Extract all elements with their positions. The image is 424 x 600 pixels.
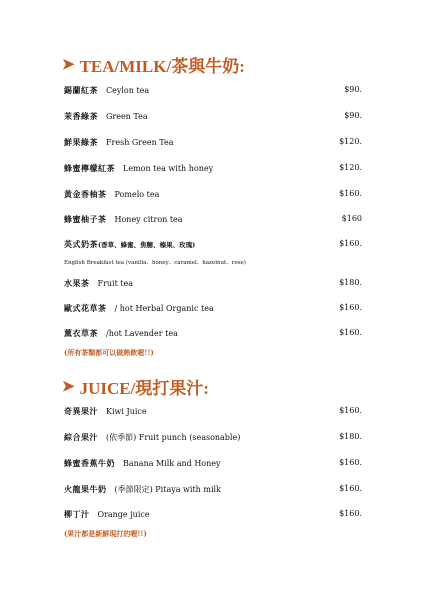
- item-price: $160.: [339, 484, 362, 493]
- item-name-zh: 柳丁汁: [64, 509, 90, 519]
- item-name-en: Banana Milk and Honey: [123, 459, 221, 468]
- menu-item-fresh-green-tea: [64, 134, 362, 150]
- item-name-zh: 蜂蜜柚子茶: [64, 214, 107, 224]
- item-name-en: (季節限定) Pitaya with milk: [114, 485, 221, 494]
- arrow-right-icon: ➤: [62, 379, 75, 395]
- item-price: $90.: [344, 85, 362, 94]
- item-price: $160.: [339, 458, 362, 467]
- item-price: $120.: [339, 163, 362, 172]
- tea-footnote: (所有茶類都可以做熱飲喔!!): [64, 348, 154, 357]
- menu-item-lavender-tea: [64, 325, 362, 341]
- section-title-tea-milk: [62, 52, 245, 77]
- item-name-en: (依季節) Fruit punch (seasonable): [106, 433, 241, 442]
- menu-item-lemon-honey-tea: [64, 160, 362, 176]
- menu-item-honey-citron-tea: [64, 211, 362, 227]
- menu-item-herbal-tea: [64, 300, 362, 316]
- item-name-en: Pomelo tea: [114, 190, 160, 199]
- arrow-right-icon: ➤: [62, 57, 75, 73]
- item-name-zh: 蜂蜜香蕉牛奶: [64, 458, 115, 468]
- item-name-zh: 薰衣草茶: [64, 328, 98, 338]
- section-title-text: TEA/MILK/茶與牛奶:: [79, 57, 245, 76]
- item-name-en: Fresh Green Tea: [106, 138, 174, 147]
- item-name-en: Ceylon tea: [106, 86, 150, 95]
- item-name-en: Orange juice: [97, 510, 150, 519]
- item-name-en: Kiwi Juice: [106, 407, 147, 416]
- menu-item-fruit-tea: [64, 275, 362, 291]
- item-price: $90.: [344, 111, 362, 120]
- menu-item-ceylon-tea: [64, 82, 362, 98]
- item-name-zh: 錫蘭紅茶: [64, 85, 98, 95]
- item-name-en: Green Tea: [106, 112, 148, 121]
- menu-item-fruit-punch: [64, 429, 362, 445]
- item-name-zh: 黃金香柚茶: [64, 189, 107, 199]
- item-price: $160.: [339, 509, 362, 518]
- item-name-en: / hot Herbal Organic tea: [114, 304, 214, 313]
- item-price: $180.: [339, 432, 362, 441]
- menu-item-kiwi-juice: [64, 403, 362, 419]
- item-price: $160.: [339, 189, 362, 198]
- item-price: $160.: [339, 406, 362, 415]
- item-name-zh: 鮮果綠茶: [64, 137, 98, 147]
- menu-item-pomelo-tea: [64, 186, 362, 202]
- item-name-en: Honey citron tea: [114, 215, 183, 224]
- item-name-zh: 英式奶茶: [64, 239, 98, 249]
- juice-footnote: (果汁都是新鮮現打的喔!!): [64, 529, 147, 538]
- item-price: $160.: [339, 303, 362, 312]
- item-name-zh: 奇異果汁: [64, 406, 98, 416]
- item-name-zh: 綜合果汁: [64, 432, 98, 442]
- item-name-zh: 蜂蜜檸檬紅茶: [64, 163, 115, 173]
- item-price: $160: [341, 214, 362, 223]
- item-name-zh: 茉香綠茶: [64, 111, 98, 121]
- item-name-en: /hot Lavender tea: [106, 329, 178, 338]
- item-name-zh: 歐式花草茶: [64, 303, 107, 313]
- menu-item-green-tea: [64, 108, 362, 124]
- item-price: $120.: [339, 137, 362, 146]
- item-name-zh: 火龍果牛奶: [64, 484, 107, 494]
- menu-item-english-milk-tea: [64, 236, 362, 252]
- menu-item-pitaya-milk: [64, 481, 362, 497]
- item-flavor-note: (香草、蜂蜜、焦糖、榛果、玫瑰): [98, 241, 196, 249]
- item-name-zh: 水果茶: [64, 278, 90, 288]
- item-price: $160.: [339, 328, 362, 337]
- item-name-en: Lemon tea with honey: [123, 164, 214, 173]
- item-price: $180.: [339, 278, 362, 287]
- item-price: $160.: [339, 239, 362, 248]
- menu-item-orange-juice: [64, 506, 362, 522]
- menu-item-banana-milk: [64, 455, 362, 471]
- item-name-en: Fruit tea: [97, 279, 134, 288]
- section-title-juice: [62, 374, 209, 399]
- item-english-subline: English Breakfast tea (vanilla、honey、caramel、hazelnut、rose): [64, 260, 246, 266]
- section-title-text: JUICE/現打果汁:: [79, 379, 209, 398]
